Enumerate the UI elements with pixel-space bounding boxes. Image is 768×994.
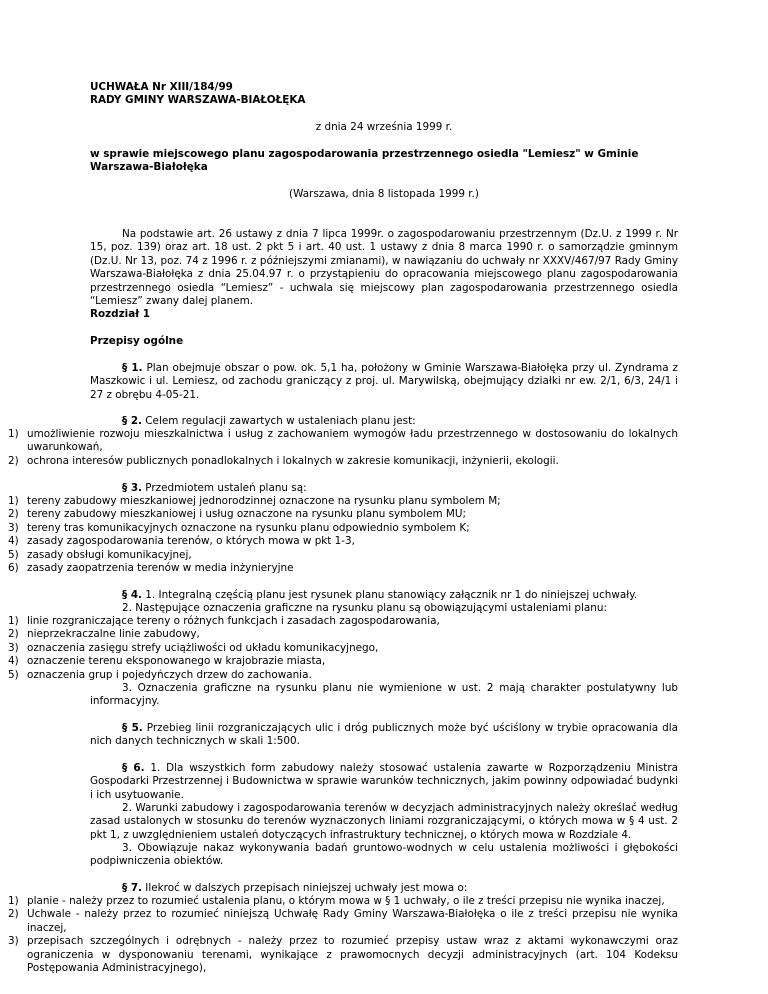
section-7-mark: § 7. bbox=[122, 882, 142, 894]
section-2-list bbox=[8, 428, 678, 468]
section-4 bbox=[90, 589, 678, 602]
preamble: Na podstawie art. 26 ustawy z dnia 7 lipca 1999r. o zagospodarowaniu przestrzennym (Dz.U. z 1999 r. Nr 15, poz. 139) oraz art. 18 ust. 2 pkt 5 i art. 40 ust. 1 ustawy z dnia 8 marca 1990 r. o samorządzie gminnym (Dz.U. Nr 13, poz. 74 z 1996 r. z późniejszymi zmianami), w nawiązaniu do uchwały nr XXXV/467/97 Rady Gminy Warszawa-Białołęka z dnia 25.04.97 r. o przystąpieniu do opracowania miejscowego planu zagospodarowania przestrzennego osiedla “Lemiesz” - uchwala się miejscowy plan zagospodarowania przestrzennego osiedla “Lemiesz” zwany dalej planem. bbox=[90, 228, 678, 308]
section-2-text: Celem regulacji zawartych w ustaleniach planu jest: bbox=[142, 415, 416, 427]
list-item: 1) umożliwienie rozwoju mieszkalnictwa i usług z zachowaniem wymogów ładu przestrzennego w dostosowaniu do lokalnych uwarunkowań, bbox=[8, 428, 678, 454]
section-6-mark: § 6. bbox=[122, 762, 145, 774]
section-5-text: Przebieg linii rozgraniczających ulic i dróg publicznych może być uściślony w trybie opracowania dla nich danych technicznych w skali 1:500. bbox=[90, 722, 678, 748]
chapter-title: Rozdział 1 bbox=[90, 308, 150, 320]
section-1 bbox=[90, 362, 678, 402]
list-item: 6) zasady zaopatrzenia terenów w media inżynieryjne bbox=[8, 562, 294, 575]
list-item: 3) przepisach szczególnych i odrębnych - należy przez to rozumieć przepisy ustaw wraz z aktami wykonawczymi oraz ograniczenia w dysponowaniu terenami, wynikające z prawomocnych decyzji administracyjnych (art. 104 Kodeksu Postępowania Administracyjnego), bbox=[8, 935, 678, 975]
section-7-list bbox=[8, 895, 678, 975]
section-6 bbox=[90, 762, 678, 802]
section-2-mark: § 2. bbox=[122, 415, 142, 427]
title-line-2: RADY GMINY WARSZAWA-BIAŁOŁĘKA bbox=[90, 94, 306, 107]
list-item: 3) oznaczenia zasięgu strefy uciążliwości od układu komunikacyjnego, bbox=[8, 641, 379, 654]
section-4-list bbox=[8, 615, 678, 682]
section-4-text: 1. Integralną częścią planu jest rysunek planu stanowiący załącznik nr 1 do niniejszej uchwały. bbox=[142, 589, 638, 601]
resolution-title bbox=[90, 81, 678, 108]
section-1-text: Plan obejmuje obszar o pow. ok. 5,1 ha, położony w Gminie Warszawa-Białołęka przy ul. Zyndrama z Maszkowic i ul. Lemiesz, od zachodu graniczący z proj. ul. Marywilską, obejmujący działki nr ew. 2/1, 6/3, 24/1 i 27 z obrębu 4-05-21. bbox=[90, 362, 678, 401]
section-2 bbox=[90, 415, 678, 428]
list-item: 1) planie - należy przez to rozumieć ustalenia planu, o którym mowa w § 1 uchwały, o ile z treści przepisu nie wynika inaczej, bbox=[8, 895, 665, 907]
list-item: 4) zasady zagospodarowania terenów, o których mowa w pkt 1-3, bbox=[8, 535, 355, 548]
title-line-1: UCHWAŁA Nr XIII/184/99 bbox=[90, 81, 233, 93]
list-item: 2) Uchwale - należy przez to rozumieć niniejszą Uchwałę Rady Gminy Warszawa-Białołęka o ile z treści przepisu nie wynika inaczej, bbox=[8, 908, 678, 934]
list-item: 1) linie rozgraniczające tereny o różnych funkcjach i zasadach zagospodarowania, bbox=[8, 615, 440, 627]
section-3-mark: § 3. bbox=[122, 482, 142, 494]
list-item: 2) tereny zabudowy mieszkaniowej i usług oznaczone na rysunku planu symbolem MU; bbox=[8, 508, 467, 521]
section-6-para-3: 3. Obowiązuje nakaz wykonywania badań gruntowo-wodnych w celu ustalenia możliwości i głębokości podpiwniczenia obiektów. bbox=[90, 842, 678, 868]
section-5-mark: § 5. bbox=[122, 722, 143, 734]
section-7-text: Ilekroć w dalszych przepisach niniejszej uchwały jest mowa o: bbox=[142, 882, 468, 894]
chapter-subtitle: Przepisy ogólne bbox=[90, 335, 184, 347]
publication-note: (Warszawa, dnia 8 listopada 1999 r.) bbox=[289, 188, 479, 200]
section-5 bbox=[90, 722, 678, 749]
list-item: 5) zasady obsługi komunikacyjnej, bbox=[8, 548, 192, 561]
list-item: 2) nieprzekraczalne linie zabudowy, bbox=[8, 628, 200, 641]
section-3 bbox=[90, 482, 678, 495]
section-4-mark: § 4. bbox=[122, 589, 142, 601]
section-4-para-3: 3. Oznaczenia graficzne na rysunku planu nie wymienione w ust. 2 mają charakter postulatywny lub informacyjny. bbox=[90, 682, 678, 708]
section-6-para-2: 2. Warunki zabudowy i zagospodarowania terenów w decyzjach administracyjnych należy określać według zasad ustalonych w stosunku do terenów wyznaczonych liniami rozgraniczającymi, o których mowa w § 4 ust. 2 pkt 1, z uwzględnieniem ustaleń dotyczących infrastruktury technicznej, o których mowa w Rozdziale 4. bbox=[90, 802, 678, 841]
list-item: 5) oznaczenia grup i pojedyńczych drzew do zachowania. bbox=[8, 668, 312, 681]
section-4-para-2: 2. Następujące oznaczenia graficzne na rysunku planu są obowiązującymi ustaleniami planu: bbox=[122, 602, 607, 614]
list-item: 1) tereny zabudowy mieszkaniowej jednorodzinnej oznaczone na rysunku planu symbolem M; bbox=[8, 495, 501, 507]
section-6-text: 1. Dla wszystkich form zabudowy należy stosować ustalenia zawarte w Rozporządzeniu Ministra Gospodarki Przestrzennej i Budownictwa w sprawie warunków technicznych, jakim powinny odpowiadać budynki i ich usytuowanie. bbox=[90, 762, 678, 801]
list-item: 4) oznaczenie terenu eksponowanego w krajobrazie miasta, bbox=[8, 655, 326, 668]
resolution-subject: w sprawie miejscowego planu zagospodarowania przestrzennego osiedla "Lemiesz" w Gminie Warszawa-Białołęka bbox=[90, 148, 639, 174]
section-7 bbox=[90, 882, 678, 895]
resolution-date: z dnia 24 września 1999 r. bbox=[315, 121, 453, 133]
list-item: 2) ochrona interesów publicznych ponadlokalnych i lokalnych w zakresie komunikacji, inżynierii, ekologii. bbox=[8, 454, 559, 467]
section-3-list bbox=[8, 495, 678, 575]
section-3-text: Przedmiotem ustaleń planu są: bbox=[142, 482, 307, 494]
section-1-mark: § 1. bbox=[122, 362, 143, 374]
list-item: 3) tereny tras komunikacyjnych oznaczone na rysunku planu odpowiednio symbolem K; bbox=[8, 521, 470, 534]
